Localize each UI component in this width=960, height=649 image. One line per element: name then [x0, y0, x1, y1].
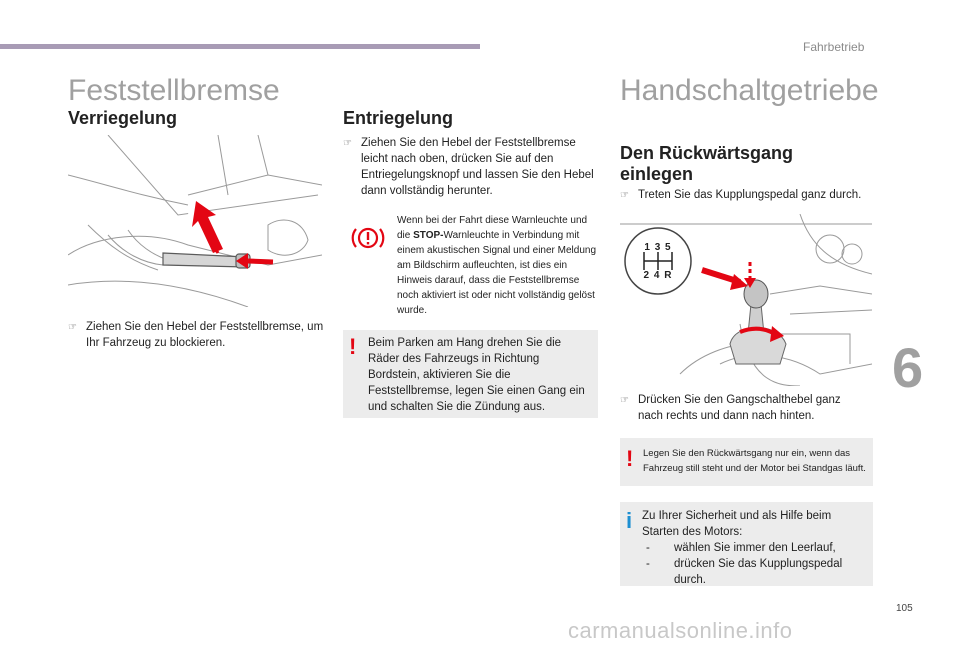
unlock-bullet — [343, 135, 601, 199]
heading-unlock: Entriegelung — [343, 108, 454, 128]
gearshift-illustration — [620, 214, 872, 386]
heading-reverse-gear: Den Rückwärtsgang einlegen — [620, 143, 794, 184]
safety-info-box — [620, 502, 873, 586]
reverse-bullet-2-text: Drücken Sie den Gangschalthebel ganz nach rechts und dann nach hinten. — [638, 394, 841, 422]
chapter-accent-bar — [0, 44, 480, 49]
chapter-label: Fahrbetrieb — [803, 40, 865, 54]
gear-pattern-bottom: 2 4 R — [643, 270, 673, 281]
pointing-finger-icon: ☞ — [620, 395, 629, 406]
reverse-bullet-1-text: Treten Sie das Kupplungspedal ganz durch. — [638, 189, 862, 201]
info-icon: i — [626, 508, 633, 533]
reverse-bullet-1 — [620, 187, 880, 204]
list-item: - drücken Sie das Kupplungspedal durch. — [646, 558, 843, 586]
parking-brake-warning-icon — [350, 223, 386, 253]
pointing-finger-icon: ☞ — [68, 322, 77, 333]
exclamation-icon: ! — [349, 334, 357, 359]
pointing-finger-icon: ☞ — [620, 190, 629, 201]
unlock-bullet-text: Ziehen Sie den Hebel der Feststellbremse leicht nach oben, drücken Sie auf den Entriegelungsknopf und lassen Sie den Hebel dann vollständig herunter. — [361, 137, 594, 197]
exclamation-icon: ! — [626, 446, 634, 471]
list-item: - wählen Sie immer den Leerlauf, — [646, 542, 836, 554]
reverse-warning-box — [620, 438, 873, 486]
warning-lamp-text: Wenn bei der Fahrt diese Warnleuchte und die STOP-Warnleuchte in Verbindung mit einem akustischen Signal und einer Meldung am Bildschirm aufleuchten, ist dies ein Hinweis darauf, dass die Feststellbremse noch aktiviert ist oder nicht vollständig gelöst wurde. — [397, 215, 597, 316]
safety-info-content — [642, 508, 870, 588]
heading-lock: Verriegelung — [68, 108, 178, 128]
lock-bullet — [68, 319, 324, 351]
watermark: carmanualsonline.info — [568, 618, 793, 643]
safety-info-intro: Zu Ihrer Sicherheit und als Hilfe beim Starten des Motors: — [642, 510, 832, 538]
section-title-parking-brake: Feststellbremse — [68, 74, 280, 107]
page-number: 105 — [896, 603, 913, 614]
reverse-warning-text: Legen Sie den Rückwärtsgang nur ein, wenn das Fahrzeug still steht und der Motor bei Standgas läuft. — [643, 448, 866, 474]
parking-note-text: Beim Parken am Hang drehen Sie die Räder des Fahrzeugs in Richtung Bordstein, aktivieren Sie die Feststellbremse, legen Sie einen Gang ein und schalten Sie die Zündung aus. — [368, 337, 585, 413]
section-title-manual-gearbox: Handschaltgetriebe — [620, 74, 879, 107]
gear-pattern-top: 1 3 5 — [644, 242, 672, 253]
parking-note-box — [343, 330, 598, 418]
pointing-finger-icon: ☞ — [343, 138, 352, 149]
parking-brake-illustration — [68, 135, 322, 307]
lock-bullet-text: Ziehen Sie den Hebel der Feststellbremse, um Ihr Fahrzeug zu blockieren. — [86, 321, 324, 349]
reverse-bullet-2 — [620, 392, 860, 424]
chapter-number: 6 — [892, 336, 924, 399]
